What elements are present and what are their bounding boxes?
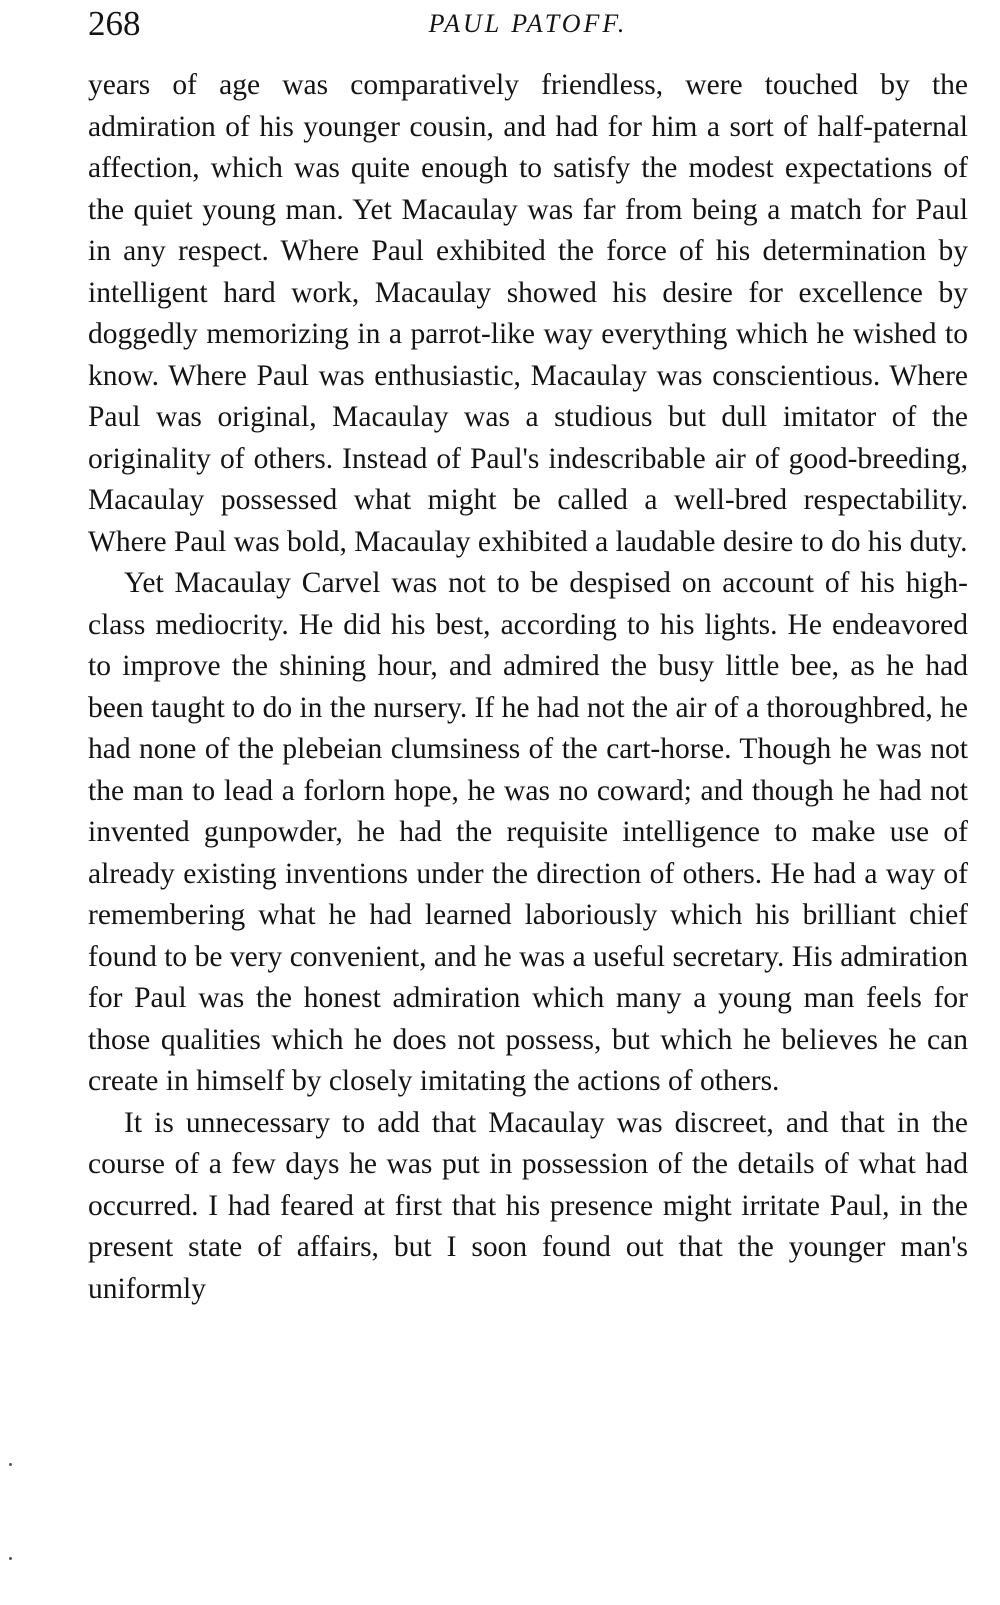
page-header bbox=[88, 4, 968, 54]
margin-speck bbox=[9, 1463, 12, 1466]
running-head: PAUL PATOFF. bbox=[428, 9, 628, 38]
page-number: 268 bbox=[88, 4, 141, 43]
paragraph-3: It is unnecessary to add that Macaulay was discreet, and that in the course of a few days he was put in possession of the details of what had occurred. I had feared at first that his presence might irritate Paul, in the present state of affairs, but I soon found out that the younger man's uniformly bbox=[88, 1106, 968, 1305]
paragraph-1: years of age was comparatively friendless, were touched by the admiration of his younger cousin, and had for him a sort of half-paternal affection, which was quite enough to satisfy the modest expectations of the quiet young man. Yet Macaulay was far from being a match for Paul in any respect. Where Paul exhibited the force of his determination by intelligent hard work, Macaulay showed his desire for excellence by doggedly memorizing in a parrot-like way everything which he wished to know. Where Paul was enthusiastic, Macaulay was conscientious. Where Paul was original, Macaulay was a studious but dull imitator of the originality of others. Instead of Paul's indescribable air of good-breeding, Macaulay possessed what might be called a well-bred respectability. Where Paul was bold, Macaulay exhibited a laudable desire to do his duty. bbox=[88, 69, 968, 558]
paragraph-2: Yet Macaulay Carvel was not to be despised on account of his high-class mediocrity. He did his best, according to his lights. He endeavored to improve the shining hour, and admired the busy little bee, as he had been taught to do in the nursery. If he had not the air of a thoroughbred, he had none of the plebeian clumsiness of the cart-horse. Though he was not the man to lead a forlorn hope, he was no coward; and though he had not invented gunpowder, he had the requisite intelligence to make use of already existing inventions under the direction of others. He had a way of remembering what he had learned laboriously which his brilliant chief found to be very convenient, and he was a useful secretary. His admiration for Paul was the honest admiration which many a young man feels for those qualities which he does not possess, but which he believes he can create in himself by closely imitating the actions of others. bbox=[88, 567, 968, 1097]
margin-speck bbox=[9, 1557, 12, 1560]
body-text bbox=[88, 65, 968, 1310]
